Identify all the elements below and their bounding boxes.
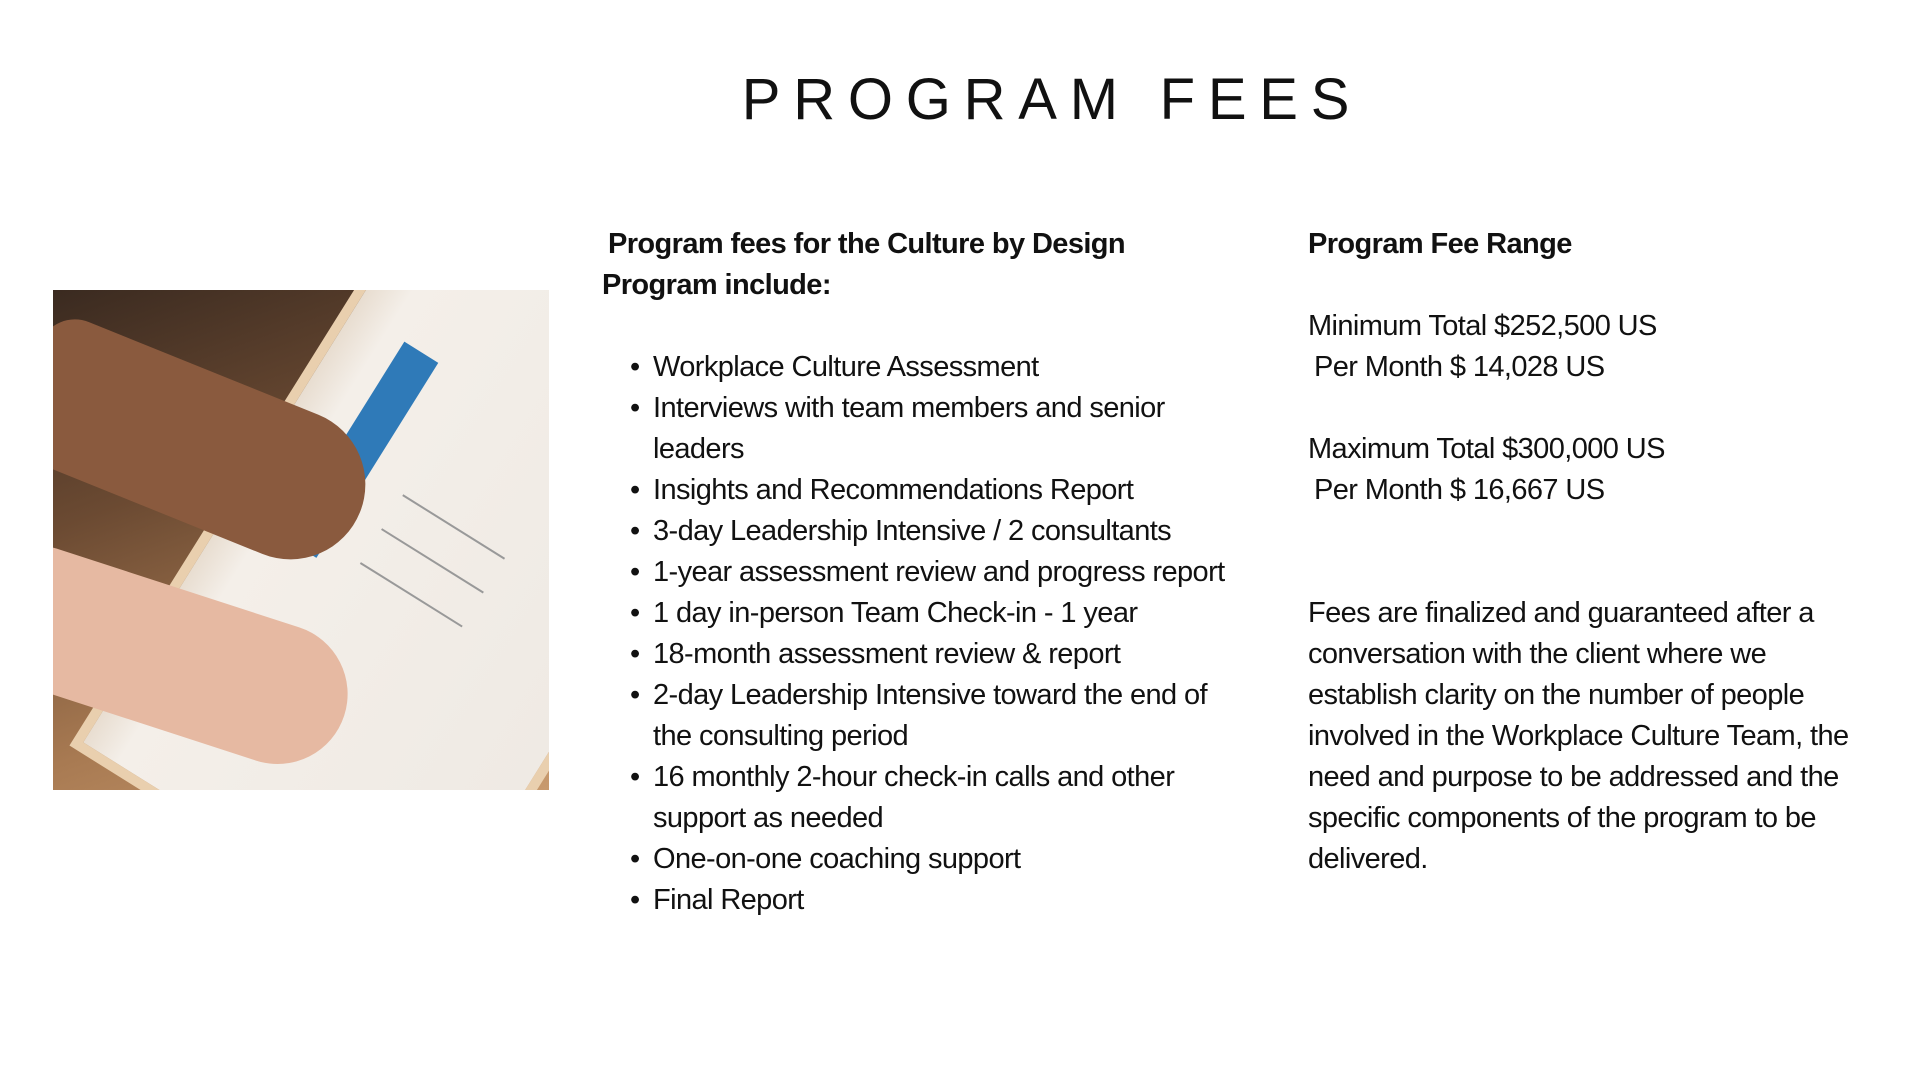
includes-list <box>602 347 1242 921</box>
photo-hands-pointing-at-invoice <box>53 290 549 790</box>
list-item: • 18-month assessment review & report <box>602 634 1242 675</box>
list-item: • Final Report <box>602 880 1242 921</box>
list-item: • 3-day Leadership Intensive / 2 consultants <box>602 511 1242 552</box>
minimum-total: Minimum Total $252,500 US <box>1308 310 1657 342</box>
list-item: • 1 day in-person Team Check-in - 1 year <box>602 593 1242 634</box>
fees-note: Fees are finalized and guaranteed after a conversation with the client where we establish clarity on the number of people involved in the Workplace Culture Team, the need and purpose to be addressed and the specific components of the program to be delivered. <box>1308 597 1849 875</box>
program-includes-section <box>602 224 1242 921</box>
page-title: PROGRAM FEES <box>741 67 1363 132</box>
maximum-total: Maximum Total $300,000 US <box>1308 433 1665 465</box>
list-item: • One-on-one coaching support <box>602 839 1242 880</box>
includes-heading-2: Program include: <box>602 269 831 301</box>
list-item: • 2-day Leadership Intensive toward the end of the consulting period <box>602 675 1242 757</box>
list-item: • 16 monthly 2-hour check-in calls and other support as needed <box>602 757 1242 839</box>
list-item: • Insights and Recommendations Report <box>602 470 1242 511</box>
fee-range-section <box>1308 224 1878 880</box>
list-item: • 1-year assessment review and progress report <box>602 552 1242 593</box>
list-item: • Workplace Culture Assessment <box>602 347 1242 388</box>
maximum-per-month: Per Month $ 16,667 US <box>1314 474 1605 506</box>
fee-range-heading: Program Fee Range <box>1308 228 1572 260</box>
minimum-per-month: Per Month $ 14,028 US <box>1314 351 1605 383</box>
list-item: • Interviews with team members and senior leaders <box>602 388 1242 470</box>
includes-heading: Program fees for the Culture by Design <box>608 228 1126 260</box>
